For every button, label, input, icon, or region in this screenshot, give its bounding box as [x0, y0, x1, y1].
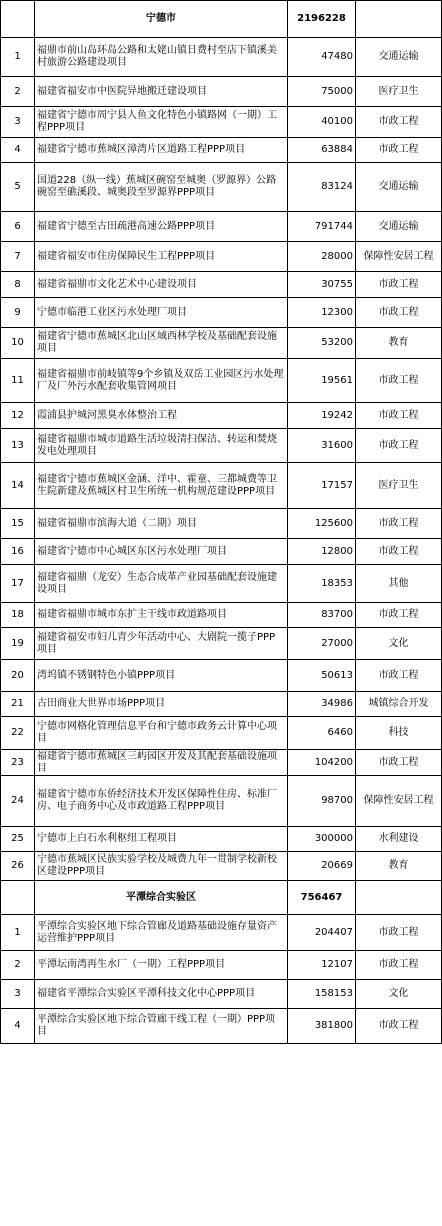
group-header-blank — [1, 1, 35, 38]
project-name: 福建省福鼎市前岐镇等9个乡镇及双岳工业园区污水处理厂及厂外污水配套收集管网项目 — [35, 359, 288, 403]
sector: 市政工程 — [356, 750, 442, 776]
row-number: 4 — [1, 1009, 35, 1044]
table-row — [1, 1009, 442, 1044]
table-row — [1, 717, 442, 750]
sector: 城镇综合开发 — [356, 692, 442, 717]
group-header-blank — [356, 1, 442, 38]
project-name: 福建省福鼎市城市道路生活垃圾清扫保洁、转运和焚烧发电处理项目 — [35, 429, 288, 463]
row-number: 13 — [1, 429, 35, 463]
row-number: 23 — [1, 750, 35, 776]
investment-amount: 104200 — [288, 750, 356, 776]
investment-amount: 31600 — [288, 429, 356, 463]
table-row — [1, 298, 442, 328]
project-name: 霞浦县护城河黑臭水体整治工程 — [35, 403, 288, 429]
row-number: 18 — [1, 603, 35, 628]
investment-amount: 381800 — [288, 1009, 356, 1044]
row-number: 20 — [1, 660, 35, 692]
table-row — [1, 951, 442, 980]
table-row — [1, 272, 442, 298]
row-number: 3 — [1, 107, 35, 138]
table-row — [1, 38, 442, 77]
row-number: 14 — [1, 463, 35, 509]
investment-amount: 12107 — [288, 951, 356, 980]
sector: 交通运输 — [356, 163, 442, 212]
project-name: 福建省宁德市周宁县人鱼文化特色小镇路网（一期）工程PPP项目 — [35, 107, 288, 138]
investment-amount: 34986 — [288, 692, 356, 717]
row-number: 19 — [1, 628, 35, 660]
investment-amount: 50613 — [288, 660, 356, 692]
table-row — [1, 107, 442, 138]
project-name: 平潭坛南湾再生水厂（一期）工程PPP项目 — [35, 951, 288, 980]
table-row — [1, 463, 442, 509]
project-name: 福建省平潭综合实验区平潭科技文化中心PPP项目 — [35, 980, 288, 1009]
sector: 市政工程 — [356, 272, 442, 298]
project-name: 福建省宁德市蕉城区北山区域西林学校及基础配套设施项目 — [35, 328, 288, 359]
project-name: 福建省福鼎市滨海大道（二期）项目 — [35, 509, 288, 539]
group-total: 756467 — [288, 881, 356, 915]
project-name: 福建省福安市妇儿青少年活动中心、大剧院一揽子PPP项目 — [35, 628, 288, 660]
table-row — [1, 692, 442, 717]
row-number: 24 — [1, 776, 35, 827]
row-number: 2 — [1, 951, 35, 980]
investment-amount: 6460 — [288, 717, 356, 750]
sector: 保障性安居工程 — [356, 242, 442, 272]
table-row — [1, 852, 442, 881]
sector: 市政工程 — [356, 359, 442, 403]
project-name: 福建省福安市住房保障民生工程PPP项目 — [35, 242, 288, 272]
sector: 市政工程 — [356, 403, 442, 429]
table-row — [1, 77, 442, 107]
table-row — [1, 827, 442, 852]
project-name: 宁德市临港工业区污水处理厂项目 — [35, 298, 288, 328]
project-name: 宁德市蕉城区民族实验学校及城费九年一贯制学校新校区建设PPP项目 — [35, 852, 288, 881]
sector: 保障性安居工程 — [356, 776, 442, 827]
investment-amount: 12800 — [288, 539, 356, 565]
investment-amount: 300000 — [288, 827, 356, 852]
row-number: 10 — [1, 328, 35, 359]
table-row — [1, 750, 442, 776]
row-number: 12 — [1, 403, 35, 429]
row-number: 16 — [1, 539, 35, 565]
row-number: 4 — [1, 138, 35, 163]
investment-amount: 17157 — [288, 463, 356, 509]
sector: 教育 — [356, 852, 442, 881]
project-name: 国道228（纵一线）蕉城区碗窑至城奥（罗源界）公路碗窑至礁溪段、城奥段至罗源界PPP项目 — [35, 163, 288, 212]
project-name: 平潭综合实验区地下综合管廊及道路基础设施存量资产运营维护PPP项目 — [35, 915, 288, 951]
project-name: 福建省福鼎市文化艺术中心建设项目 — [35, 272, 288, 298]
sector: 水利建设 — [356, 827, 442, 852]
investment-amount: 19561 — [288, 359, 356, 403]
row-number: 6 — [1, 212, 35, 242]
project-name: 福建省宁德市蕉城区漳湾片区道路工程PPP项目 — [35, 138, 288, 163]
investment-amount: 30755 — [288, 272, 356, 298]
sector: 市政工程 — [356, 539, 442, 565]
investment-amount: 40100 — [288, 107, 356, 138]
row-number: 26 — [1, 852, 35, 881]
sector: 交通运输 — [356, 38, 442, 77]
row-number: 5 — [1, 163, 35, 212]
project-name: 福建省福安市中医院异地搬迁建设项目 — [35, 77, 288, 107]
sector: 科技 — [356, 717, 442, 750]
group-header-blank — [1, 881, 35, 915]
sector: 市政工程 — [356, 603, 442, 628]
investment-amount: 75000 — [288, 77, 356, 107]
investment-amount: 204407 — [288, 915, 356, 951]
project-name: 宁德市上白石水利枢纽工程项目 — [35, 827, 288, 852]
sector: 文化 — [356, 628, 442, 660]
sector: 医疗卫生 — [356, 463, 442, 509]
project-name: 宁德市网格化管理信息平台和宁德市政务云计算中心项目 — [35, 717, 288, 750]
group-header-blank — [356, 881, 442, 915]
sector: 其他 — [356, 565, 442, 603]
table-row — [1, 429, 442, 463]
row-number: 21 — [1, 692, 35, 717]
sector: 市政工程 — [356, 429, 442, 463]
table-row — [1, 328, 442, 359]
investment-amount: 19242 — [288, 403, 356, 429]
row-number: 17 — [1, 565, 35, 603]
row-number: 9 — [1, 298, 35, 328]
row-number: 1 — [1, 915, 35, 951]
table-row — [1, 163, 442, 212]
project-name: 福建省福鼎市城市东扩主干线市政道路项目 — [35, 603, 288, 628]
investment-amount: 158153 — [288, 980, 356, 1009]
table-row — [1, 565, 442, 603]
investment-amount: 27000 — [288, 628, 356, 660]
project-name: 福建省宁德市东侨经济技术开发区保障性住房、标准厂房、电子商务中心及市政道路工程PPP项目 — [35, 776, 288, 827]
table-row — [1, 980, 442, 1009]
project-name: 福鼎市前山岛环岛公路和太姥山镇日费村至店下镇溪美村旅游公路建设项目 — [35, 38, 288, 77]
table-row — [1, 242, 442, 272]
sector: 市政工程 — [356, 915, 442, 951]
project-name: 福建省宁德市中心城区东区污水处理厂项目 — [35, 539, 288, 565]
table-row — [1, 539, 442, 565]
project-name: 古田商业大世界市场PPP项目 — [35, 692, 288, 717]
investment-amount: 125600 — [288, 509, 356, 539]
sector: 市政工程 — [356, 660, 442, 692]
row-number: 25 — [1, 827, 35, 852]
sector: 市政工程 — [356, 298, 442, 328]
row-number: 11 — [1, 359, 35, 403]
group-total: 2196228 — [288, 1, 356, 38]
row-number: 1 — [1, 38, 35, 77]
investment-amount: 83124 — [288, 163, 356, 212]
investment-amount: 18353 — [288, 565, 356, 603]
row-number: 22 — [1, 717, 35, 750]
project-name: 福建省福鼎（龙安）生态合成革产业园基础配套设施建设项目 — [35, 565, 288, 603]
table-row — [1, 138, 442, 163]
row-number: 7 — [1, 242, 35, 272]
table-row — [1, 359, 442, 403]
project-name: 平潭综合实验区地下综合管廊干线工程（一期）PPP项目 — [35, 1009, 288, 1044]
investment-amount: 98700 — [288, 776, 356, 827]
investment-amount: 28000 — [288, 242, 356, 272]
investment-amount: 63884 — [288, 138, 356, 163]
table-row — [1, 660, 442, 692]
sector: 教育 — [356, 328, 442, 359]
row-number: 15 — [1, 509, 35, 539]
sector: 市政工程 — [356, 138, 442, 163]
row-number: 3 — [1, 980, 35, 1009]
row-number: 2 — [1, 77, 35, 107]
table-row — [1, 628, 442, 660]
project-name: 湾坞镇不锈钢特色小镇PPP项目 — [35, 660, 288, 692]
group-header-row — [1, 881, 442, 915]
sector: 医疗卫生 — [356, 77, 442, 107]
project-name: 福建省宁德市蕉城区金涵、洋中、霍童、三都城费等卫生院新建及蕉城区村卫生所统一机构规范建设PPP项目 — [35, 463, 288, 509]
investment-amount: 12300 — [288, 298, 356, 328]
table-row — [1, 509, 442, 539]
group-title: 平潭综合实验区 — [35, 881, 288, 915]
table-row — [1, 776, 442, 827]
row-number: 8 — [1, 272, 35, 298]
sector: 市政工程 — [356, 509, 442, 539]
project-name: 福建省宁德市蕉城区三屿园区开发及其配套基础设施项目 — [35, 750, 288, 776]
investment-amount: 83700 — [288, 603, 356, 628]
table-row — [1, 212, 442, 242]
sector: 市政工程 — [356, 1009, 442, 1044]
group-title: 宁德市 — [35, 1, 288, 38]
sector: 市政工程 — [356, 951, 442, 980]
project-name: 福建省宁德至古田疏港高速公路PPP项目 — [35, 212, 288, 242]
table-row — [1, 915, 442, 951]
investment-amount: 47480 — [288, 38, 356, 77]
investment-amount: 791744 — [288, 212, 356, 242]
investment-amount: 53200 — [288, 328, 356, 359]
table-row — [1, 403, 442, 429]
sector: 文化 — [356, 980, 442, 1009]
group-header-row — [1, 1, 442, 38]
investment-amount: 20669 — [288, 852, 356, 881]
table-row — [1, 603, 442, 628]
sector: 交通运输 — [356, 212, 442, 242]
sector: 市政工程 — [356, 107, 442, 138]
